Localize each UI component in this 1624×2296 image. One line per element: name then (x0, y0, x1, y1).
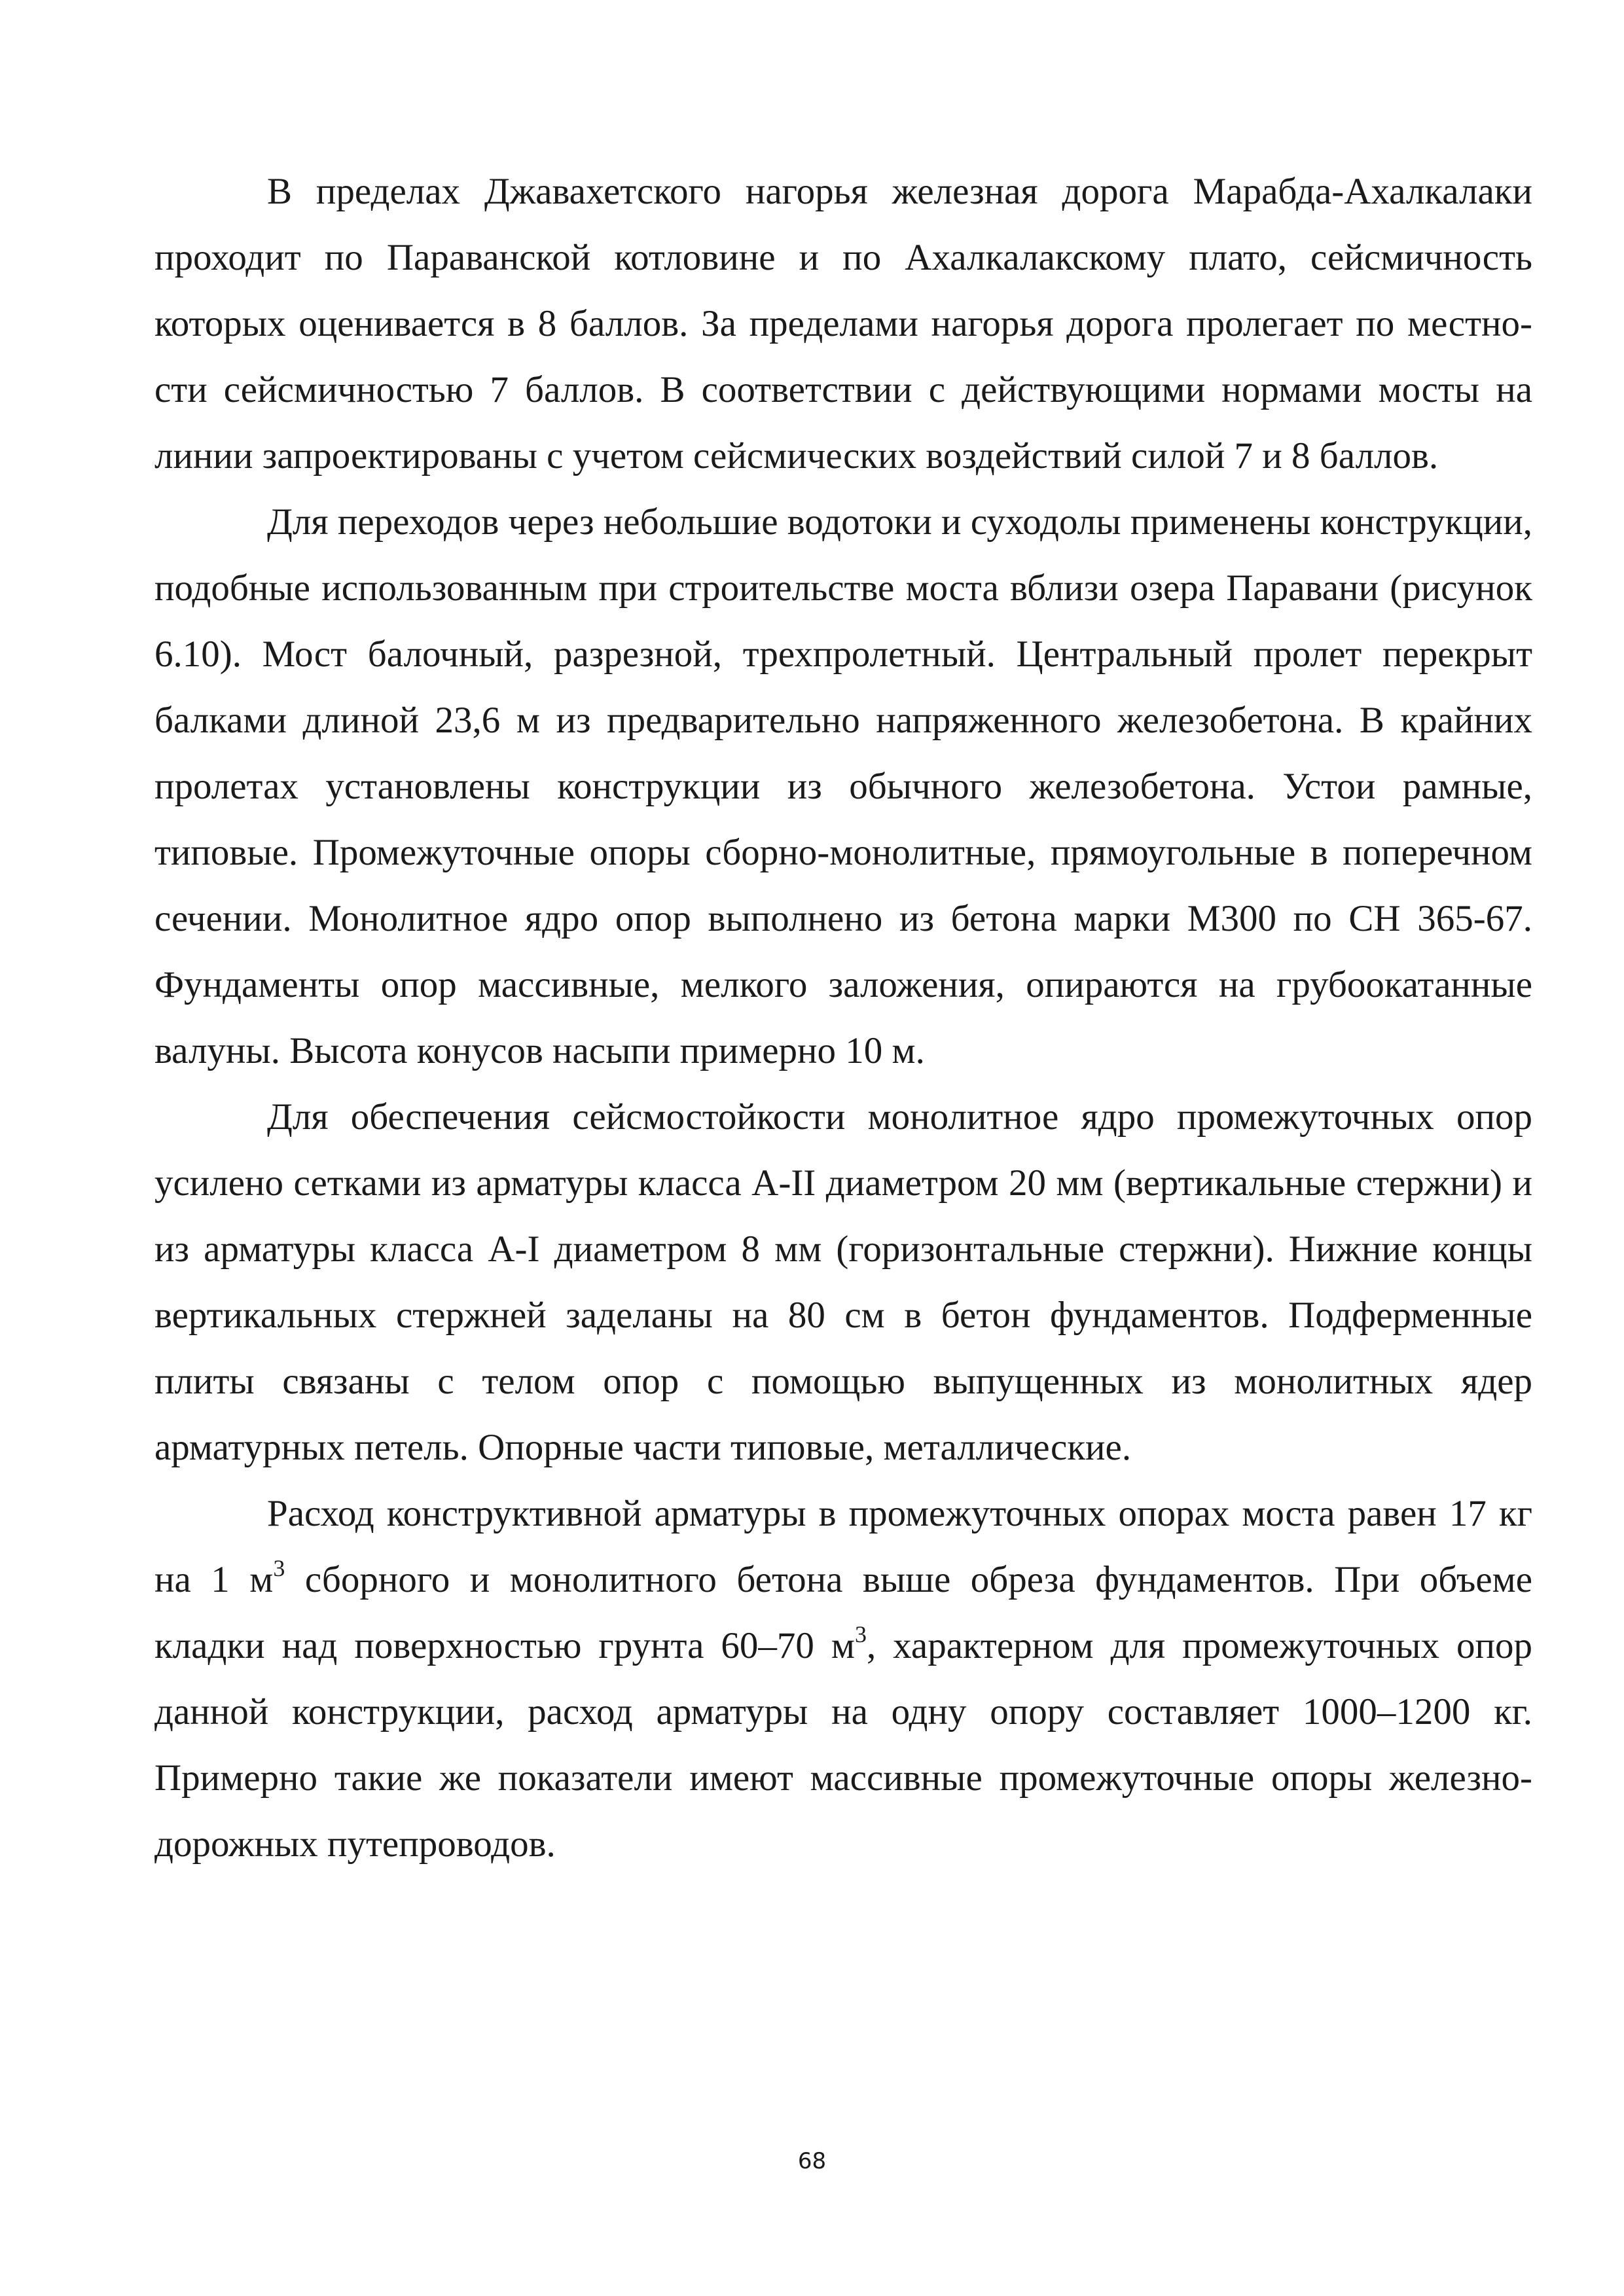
superscript-cubic-1: 3 (273, 1555, 285, 1581)
paragraph-2: Для переходов через небольшие водотоки и суходолы применены конструкции, подобные использованным при строительстве моста вблизи озера Паравани (рисунок 6.10). Мост балочный, разрезной, трехпролетный. Центральный пролет перекрыт балками длиной 23,6 м из предварительно напряженного железобетона. В крайних пролетах установлены конструкции из обычного железобетона. Устои рамные, типовые. Промежуточные опоры сборно-монолитные, прямоугольные в поперечном сечении. Монолитное ядро опор выполнено из бетона марки М300 по СН 365-67. Фундаменты опор массивные, мелкого заложения, опираются на грубоокатанные валуны. Высота конусов насыпи примерно 10 м. (154, 501, 1532, 1071)
superscript-cubic-2: 3 (854, 1621, 867, 1647)
document-body (154, 158, 1532, 1877)
paragraph-4-part-3: , характерном для промежуточных опор данной конструкции, расход арматуры на одну опору составляет 1000–1200 кг. Примерно такие же показатели имеют массивные промежуточные опоры железнодорожных путепроводов. (154, 1625, 1532, 1865)
paragraph-4-part-2: сборного и монолитного бетона выше обреза фундаментов. При объеме кладки над поверхностью грунта 60–70 м (154, 1559, 1532, 1666)
paragraph-4 (154, 1480, 1532, 1877)
paragraph-1: В пределах Джавахетского нагорья железная дорога Марабда-Ахалкалаки проходит по Параванской котловине и по Ахалкалакскому плато, сейсмичность которых оценивается в 8 баллов. За пределами нагорья дорога пролегает по местности сейсмичностью 7 баллов. В соответствии с действующими нормами мосты на линии запроектированы с учетом сейсмических воздействий силой 7 и 8 баллов. (154, 171, 1532, 476)
paragraph-3: Для обеспечения сейсмостойкости монолитное ядро промежуточных опор усилено сетками из арматуры класса A-II диаметром 20 мм (вертикальные стержни) и из арматуры класса A-I диаметром 8 мм (горизонтальные стержни). Нижние концы вертикальных стержней заделаны на 80 см в бетон фундаментов. Подферменные плиты связаны с телом опор с помощью выпущенных из монолитных ядер арматурных петель. Опорные части типовые, металлические. (154, 1096, 1532, 1468)
page-number: 68 (797, 2148, 827, 2174)
paragraph-4-part-1: Расход конструктивной арматуры в промежуточных опорах моста равен 17 кг на 1 м (154, 1493, 1532, 1600)
